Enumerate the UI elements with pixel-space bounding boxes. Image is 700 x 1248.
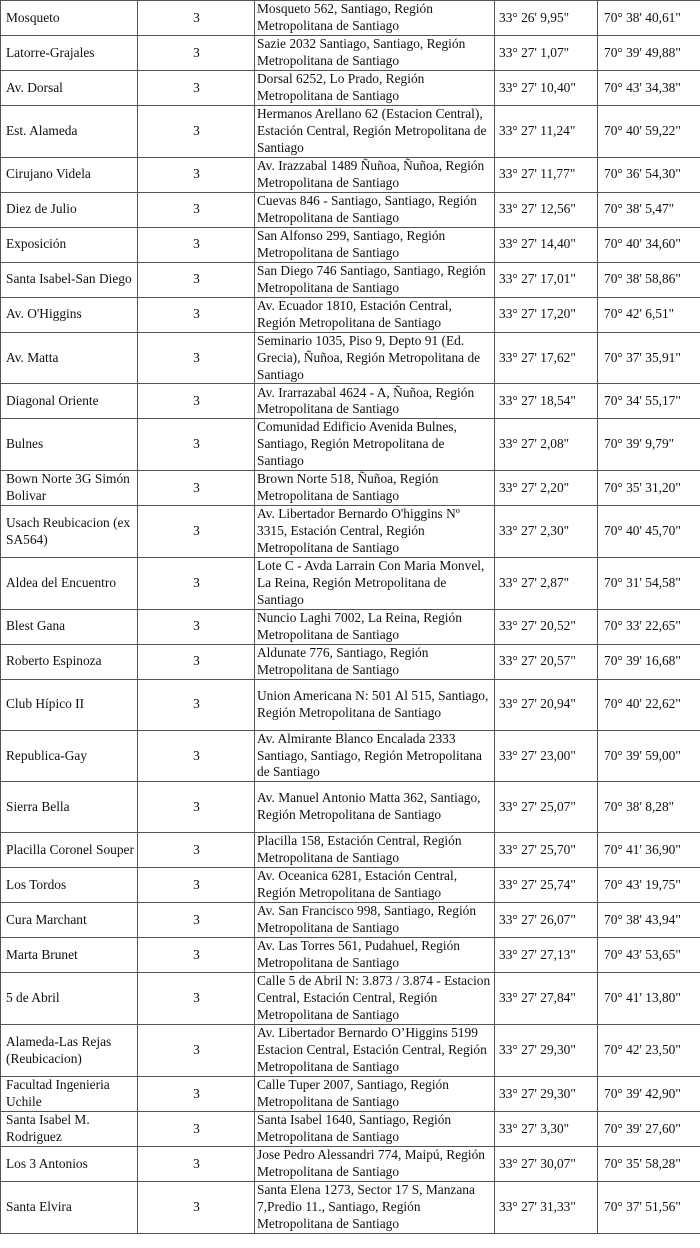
latitude: 33° 27' 20,94": [495, 679, 598, 730]
longitude: 70° 38' 40,61": [598, 1, 700, 36]
longitude: 70° 35' 31,20": [598, 471, 700, 506]
site-name: Santa Isabel M. Rodriguez: [1, 1112, 138, 1147]
latitude: 33° 27' 1,07": [495, 36, 598, 71]
longitude: 70° 43' 19,75": [598, 868, 700, 903]
site-address: Comunidad Edificio Avenida Bulnes, Santiago, Región Metropolitana de Santiago: [255, 419, 495, 471]
latitude: 33° 26' 9,95": [495, 1, 598, 36]
table-row: [1, 609, 700, 644]
longitude: 70° 35' 58,28": [598, 1147, 700, 1182]
zone-number: 3: [138, 384, 255, 419]
zone-number: 3: [138, 1182, 255, 1234]
longitude: 70° 39' 9,79": [598, 419, 700, 471]
zone-number: 3: [138, 730, 255, 782]
latitude: 33° 27' 17,62": [495, 332, 598, 384]
site-address: Cuevas 846 - Santiago, Santiago, Región Metropolitana de Santiago: [255, 192, 495, 227]
zone-number: 3: [138, 157, 255, 192]
latitude: 33° 27' 2,30": [495, 506, 598, 558]
table-row: [1, 1, 700, 36]
table-row: [1, 332, 700, 384]
longitude: 70° 39' 16,68": [598, 644, 700, 679]
table-row: [1, 227, 700, 262]
table-row: [1, 973, 700, 1025]
latitude: 33° 27' 17,20": [495, 297, 598, 332]
table-row: [1, 36, 700, 71]
zone-number: 3: [138, 679, 255, 730]
site-name: Cura Marchant: [1, 903, 138, 938]
zone-number: 3: [138, 1077, 255, 1112]
site-address: Av. Libertador Bernardo O’Higgins 5199 Estacion Central, Estación Central, Región Metropolitana de Santiago: [255, 1025, 495, 1077]
latitude: 33° 27' 29,30": [495, 1025, 598, 1077]
longitude: 70° 39' 49,88": [598, 36, 700, 71]
site-address: Av. Irazzabal 1489 Ñuñoa, Ñuñoa, Región Metropolitana de Santiago: [255, 157, 495, 192]
site-address: Sazie 2032 Santiago, Santiago, Región Metropolitana de Santiago: [255, 36, 495, 71]
site-address: Av. San Francisco 998, Santiago, Región Metropolitana de Santiago: [255, 903, 495, 938]
site-name: Diez de Julio: [1, 192, 138, 227]
zone-number: 3: [138, 833, 255, 868]
table-row: [1, 903, 700, 938]
site-address: Av. Ecuador 1810, Estación Central, Región Metropolitana de Santiago: [255, 297, 495, 332]
zone-number: 3: [138, 1147, 255, 1182]
zone-number: 3: [138, 782, 255, 833]
longitude: 70° 33' 22,65": [598, 609, 700, 644]
site-address: Av. Almirante Blanco Encalada 2333 Santiago, Santiago, Región Metropolitana de Santiago: [255, 730, 495, 782]
site-name: Diagonal Oriente: [1, 384, 138, 419]
site-name: Av. Matta: [1, 332, 138, 384]
longitude: 70° 41' 13,80": [598, 973, 700, 1025]
zone-number: 3: [138, 36, 255, 71]
table-row: [1, 419, 700, 471]
table-row: [1, 868, 700, 903]
latitude: 33° 27' 17,01": [495, 262, 598, 297]
longitude: 70° 40' 34,60": [598, 227, 700, 262]
site-name: Republica-Gay: [1, 730, 138, 782]
site-name: Sierra Bella: [1, 782, 138, 833]
zone-number: 3: [138, 332, 255, 384]
zone-number: 3: [138, 106, 255, 158]
site-name: Blest Gana: [1, 609, 138, 644]
site-name: 5 de Abril: [1, 973, 138, 1025]
longitude: 70° 41' 36,90": [598, 833, 700, 868]
site-name: Alameda-Las Rejas (Reubicacion): [1, 1025, 138, 1077]
longitude: 70° 39' 27,60": [598, 1112, 700, 1147]
longitude: 70° 31' 54,58": [598, 557, 700, 609]
table-row: [1, 679, 700, 730]
longitude: 70° 37' 51,56": [598, 1182, 700, 1234]
longitude: 70° 42' 23,50": [598, 1025, 700, 1077]
zone-number: 3: [138, 262, 255, 297]
longitude: 70° 38' 58,86": [598, 262, 700, 297]
site-name: Bulnes: [1, 419, 138, 471]
site-address: Placilla 158, Estación Central, Región Metropolitana de Santiago: [255, 833, 495, 868]
table-row: [1, 1077, 700, 1112]
latitude: 33° 27' 14,40": [495, 227, 598, 262]
zone-number: 3: [138, 1025, 255, 1077]
latitude: 33° 27' 2,87": [495, 557, 598, 609]
longitude: 70° 39' 42,90": [598, 1077, 700, 1112]
zone-number: 3: [138, 973, 255, 1025]
latitude: 33° 27' 20,57": [495, 644, 598, 679]
zone-number: 3: [138, 1112, 255, 1147]
longitude: 70° 38' 8,28": [598, 782, 700, 833]
table-row: [1, 833, 700, 868]
longitude: 70° 43' 34,38": [598, 71, 700, 106]
table-row: [1, 1025, 700, 1077]
site-name: Latorre-Grajales: [1, 36, 138, 71]
table-row: [1, 192, 700, 227]
site-name: Av. Dorsal: [1, 71, 138, 106]
latitude: 33° 27' 2,08": [495, 419, 598, 471]
site-address: Av. Manuel Antonio Matta 362, Santiago, Región Metropolitana de Santiago: [255, 782, 495, 833]
table-row: [1, 384, 700, 419]
table-row: [1, 938, 700, 973]
table-row: [1, 71, 700, 106]
site-address: Mosqueto 562, Santiago, Región Metropolitana de Santiago: [255, 1, 495, 36]
zone-number: 3: [138, 868, 255, 903]
site-address: Lote C - Avda Larrain Con Maria Monvel, La Reina, Región Metropolitana de Santiago: [255, 557, 495, 609]
site-address: Av. Libertador Bernardo O'higgins Nº 3315, Estación Central, Región Metropolitana de Santiago: [255, 506, 495, 558]
zone-number: 3: [138, 227, 255, 262]
site-name: Cirujano Videla: [1, 157, 138, 192]
site-name: Placilla Coronel Souper: [1, 833, 138, 868]
zone-number: 3: [138, 557, 255, 609]
site-address: Brown Norte 518, Ñuñoa, Región Metropolitana de Santiago: [255, 471, 495, 506]
table-row: [1, 782, 700, 833]
latitude: 33° 27' 25,07": [495, 782, 598, 833]
zone-number: 3: [138, 71, 255, 106]
zone-number: 3: [138, 419, 255, 471]
zone-number: 3: [138, 903, 255, 938]
zone-number: 3: [138, 1, 255, 36]
site-name: Exposición: [1, 227, 138, 262]
zone-number: 3: [138, 192, 255, 227]
site-address: Av. Las Torres 561, Pudahuel, Región Metropolitana de Santiago: [255, 938, 495, 973]
latitude: 33° 27' 23,00": [495, 730, 598, 782]
zone-number: 3: [138, 644, 255, 679]
site-name: Av. O'Higgins: [1, 297, 138, 332]
zone-number: 3: [138, 471, 255, 506]
table-row: [1, 157, 700, 192]
table-row: [1, 644, 700, 679]
site-name: Bown Norte 3G Simón Bolivar: [1, 471, 138, 506]
site-name: Santa Elvira: [1, 1182, 138, 1234]
table-row: [1, 506, 700, 558]
latitude: 33° 27' 20,52": [495, 609, 598, 644]
site-address: Dorsal 6252, Lo Prado, Región Metropolitana de Santiago: [255, 71, 495, 106]
latitude: 33° 27' 11,77": [495, 157, 598, 192]
site-address: Calle 5 de Abril N: 3.873 / 3.874 - Estacion Central, Estación Central, Región Metropolitana de Santiago: [255, 973, 495, 1025]
latitude: 33° 27' 27,13": [495, 938, 598, 973]
table-row: [1, 1112, 700, 1147]
site-name: Club Hípico II: [1, 679, 138, 730]
zone-number: 3: [138, 297, 255, 332]
site-name: Marta Brunet: [1, 938, 138, 973]
longitude: 70° 40' 59,22": [598, 106, 700, 158]
site-address: Av. Oceanica 6281, Estación Central, Región Metropolitana de Santiago: [255, 868, 495, 903]
longitude: 70° 34' 55,17": [598, 384, 700, 419]
site-name: Usach Reubicacion (ex SA564): [1, 506, 138, 558]
latitude: 33° 27' 29,30": [495, 1077, 598, 1112]
table-row: [1, 471, 700, 506]
latitude: 33° 27' 3,30": [495, 1112, 598, 1147]
zone-number: 3: [138, 938, 255, 973]
site-name: Santa Isabel-San Diego: [1, 262, 138, 297]
site-name: Facultad Ingenieria Uchile: [1, 1077, 138, 1112]
site-address: San Diego 746 Santiago, Santiago, Región Metropolitana de Santiago: [255, 262, 495, 297]
latitude: 33° 27' 31,33": [495, 1182, 598, 1234]
site-name: Est. Alameda: [1, 106, 138, 158]
site-address: Calle Tuper 2007, Santiago, Región Metropolitana de Santiago: [255, 1077, 495, 1112]
site-name: Mosqueto: [1, 1, 138, 36]
table-row: [1, 1147, 700, 1182]
site-address: Santa Elena 1273, Sector 17 S, Manzana 7,Predio 11., Santiago, Región Metropolitana de Santiago: [255, 1182, 495, 1234]
longitude: 70° 38' 5,47": [598, 192, 700, 227]
site-name: Los 3 Antonios: [1, 1147, 138, 1182]
site-address: Aldunate 776, Santiago, Región Metropolitana de Santiago: [255, 644, 495, 679]
table-row: [1, 106, 700, 158]
longitude: 70° 40' 22,62": [598, 679, 700, 730]
longitude: 70° 42' 6,51": [598, 297, 700, 332]
zone-number: 3: [138, 506, 255, 558]
latitude: 33° 27' 10,40": [495, 71, 598, 106]
table-row: [1, 262, 700, 297]
site-address: Santa Isabel 1640, Santiago, Región Metropolitana de Santiago: [255, 1112, 495, 1147]
zone-number: 3: [138, 609, 255, 644]
latitude: 33° 27' 11,24": [495, 106, 598, 158]
site-address: San Alfonso 299, Santiago, Región Metropolitana de Santiago: [255, 227, 495, 262]
site-name: Roberto Espinoza: [1, 644, 138, 679]
longitude: 70° 36' 54,30": [598, 157, 700, 192]
latitude: 33° 27' 12,56": [495, 192, 598, 227]
latitude: 33° 27' 27,84": [495, 973, 598, 1025]
longitude: 70° 38' 43,94": [598, 903, 700, 938]
site-name: Los Tordos: [1, 868, 138, 903]
longitude: 70° 37' 35,91": [598, 332, 700, 384]
table-row: [1, 297, 700, 332]
site-address: Seminario 1035, Piso 9, Depto 91 (Ed. Grecia), Ñuñoa, Región Metropolitana de Santiago: [255, 332, 495, 384]
site-address: Hermanos Arellano 62 (Estacion Central), Estación Central, Región Metropolitana de Santiago: [255, 106, 495, 158]
longitude: 70° 43' 53,65": [598, 938, 700, 973]
latitude: 33° 27' 26,07": [495, 903, 598, 938]
latitude: 33° 27' 25,70": [495, 833, 598, 868]
latitude: 33° 27' 25,74": [495, 868, 598, 903]
latitude: 33° 27' 18,54": [495, 384, 598, 419]
site-name: Aldea del Encuentro: [1, 557, 138, 609]
table-row: [1, 557, 700, 609]
table-row: [1, 730, 700, 782]
longitude: 70° 40' 45,70": [598, 506, 700, 558]
site-address: Av. Irarrazabal 4624 - A, Ñuñoa, Región Metropolitana de Santiago: [255, 384, 495, 419]
latitude: 33° 27' 30,07": [495, 1147, 598, 1182]
site-address: Nuncio Laghi 7002, La Reina, Región Metropolitana de Santiago: [255, 609, 495, 644]
longitude: 70° 39' 59,00": [598, 730, 700, 782]
site-address: Jose Pedro Alessandri 774, Maipú, Región Metropolitana de Santiago: [255, 1147, 495, 1182]
site-address: Union Americana N: 501 Al 515, Santiago, Región Metropolitana de Santiago: [255, 679, 495, 730]
table-row: [1, 1182, 700, 1234]
latitude: 33° 27' 2,20": [495, 471, 598, 506]
